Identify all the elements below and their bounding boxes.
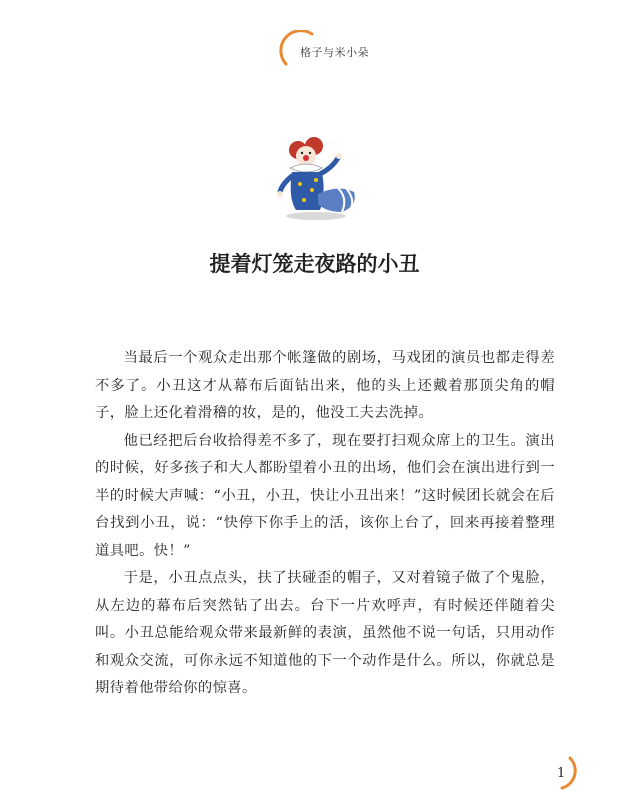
chapter-title: 提着灯笼走夜路的小丑	[209, 252, 420, 276]
paragraph-3: 于是，小丑点点头，扶了扶碰歪的帽子，又对着镜子做了个鬼脸，从左边的幕布后突然钻了出去。台下一片欢呼声，有时候还伴随着尖叫。小丑总能给观众带来最新鲜的表演，虽然他不说一句话，只用动作和观众交流，可你永远不知道他的下一个动作是什么。所以，你就总是期待着他带给你的惊喜。	[95, 570, 555, 696]
clown-icon	[268, 128, 364, 224]
header-title: 格子与米小朵	[300, 46, 369, 59]
body-text	[95, 345, 555, 703]
paragraph-2: 他已经把后台收拾得差不多了，现在要打扫观众席上的卫生。演出的时候，好多孩子和大人都盼望着小丑的出场，他们会在演出进行到一半的时候大声喊：“小丑，小丑，快让小丑出来！”这时候团长就会在后台找到小丑，说：“快停下你手上的活，该你上台了，回来再接着整理道具吧。快！”	[95, 432, 555, 559]
paragraph-1: 当最后一个观众走出那个帐篷做的剧场，马戏团的演员也都走得差不多了。小丑这才从幕布后面钻出来，他的头上还戴着那顶尖角的帽子，脸上还化着滑稽的妆，是的，他没工夫去洗掉。	[95, 350, 555, 421]
page-number: 1	[557, 766, 566, 781]
